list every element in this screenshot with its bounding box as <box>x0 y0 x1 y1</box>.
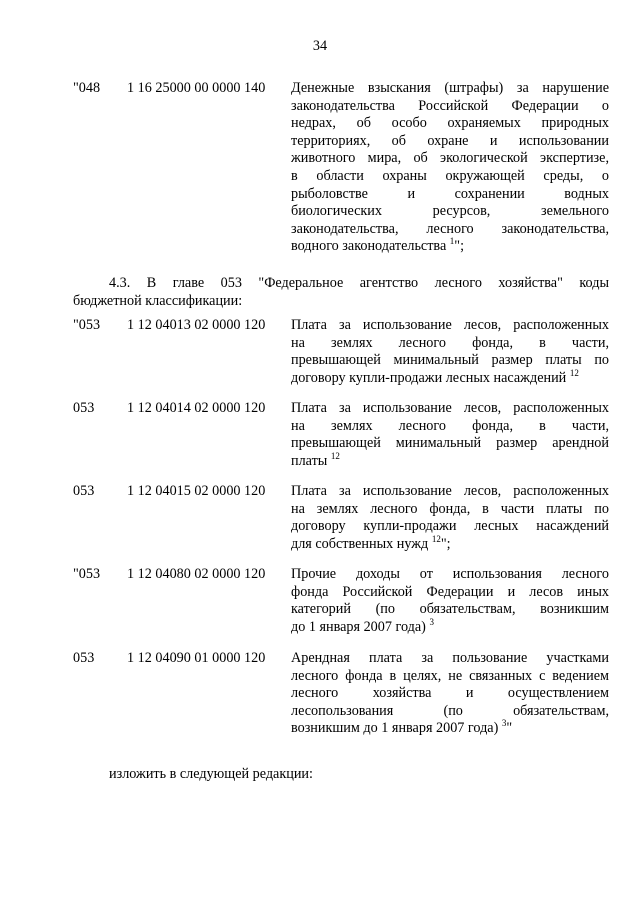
description-line: Прочие доходы от использования лесного <box>291 566 609 582</box>
admin-code: "053 <box>73 317 101 333</box>
admin-code: 053 <box>73 650 95 666</box>
description-line: биологических ресурсов, земельного <box>291 203 609 220</box>
description-line: Арендная плата за пользование участками <box>291 650 609 666</box>
paragraph-4-3 <box>73 275 609 310</box>
description-line: рыболовстве и сохранении водных <box>291 185 609 202</box>
description-line: лесного хозяйства и осуществлением <box>291 685 609 702</box>
description <box>291 317 609 387</box>
description-line: категорий (по обязательствам, возникшим <box>291 601 609 618</box>
description-line: превышающей минимальный размер арендной <box>291 435 609 452</box>
description <box>291 650 609 738</box>
description-line: договору купли-продажи лесных насаждений <box>291 518 609 535</box>
description-line: на землях лесного фонда, в части платы по <box>291 500 609 517</box>
description-line: превышающей минимальный размер платы по <box>291 352 609 369</box>
description-line: на землях лесного фонда, в части, <box>291 334 609 351</box>
description-line: платы $^{12}$ <box>291 450 340 469</box>
admin-code: 053 <box>73 400 95 416</box>
description <box>291 483 609 553</box>
admin-code: "053 <box>73 566 101 582</box>
footnote-ref: 3 <box>429 616 434 627</box>
budget-code: 1 12 04080 02 0000 120 <box>127 566 266 582</box>
footnote-ref: 1 <box>449 236 455 247</box>
description-line: фонда Российской Федерации и лесов иных <box>291 583 609 600</box>
description-line: в области охраны окружающей среды, о <box>291 167 609 184</box>
description-line: на землях лесного фонда, в части, <box>291 417 609 434</box>
budget-code: 1 12 04090 01 0000 120 <box>127 650 266 666</box>
description <box>291 566 609 636</box>
description-line: Плата за использование лесов, расположенных <box>291 483 609 499</box>
description <box>291 400 609 470</box>
budget-code: 1 12 04014 02 0000 120 <box>127 400 266 416</box>
admin-code: 053 <box>73 483 95 499</box>
description <box>291 80 609 256</box>
paragraph-line: бюджетной классификации: <box>73 292 243 309</box>
footnote-ref: 12 <box>330 450 340 461</box>
description-line: Плата за использование лесов, расположенных <box>291 400 609 416</box>
page-number: 34 <box>312 38 328 54</box>
description-line: для собственных нужд $^{12}$"; <box>291 533 451 552</box>
closing-line: изложить в следующей редакции: <box>109 766 313 782</box>
description-line: договору купли-продажи лесных насаждений $^{12}$ <box>291 367 579 386</box>
budget-code: 1 12 04013 02 0000 120 <box>127 317 266 333</box>
budget-code: 1 12 04015 02 0000 120 <box>127 483 266 499</box>
description-line: Плата за использование лесов, расположенных <box>291 317 609 333</box>
admin-code: "048 <box>73 80 101 96</box>
description-line: законодательства, лесного законодательства, <box>291 220 609 237</box>
paragraph-line: 4.3. В главе 053 "Федеральное агентство лесного хозяйства" коды <box>109 275 609 291</box>
budget-code: 1 16 25000 00 0000 140 <box>127 80 266 96</box>
description-line: лесного фонда в целях, не связанных с ведением <box>291 667 609 684</box>
description-line: возникшим до 1 января 2007 года) $^3$" <box>291 718 513 737</box>
description-line: водного законодательства $^1$"; <box>291 236 465 255</box>
description-line: территориях, об охране и использовании <box>291 132 609 149</box>
description-line: законодательства Российской Федерации о <box>291 97 609 114</box>
footnote-ref: 3 <box>501 718 507 729</box>
description-line: животного мира, об экологической экспертизе, <box>291 150 609 167</box>
footnote-ref: 12 <box>431 533 441 544</box>
footnote-ref: 12 <box>569 367 579 378</box>
description-line: недрах, об особо охраняемых природных <box>291 115 609 132</box>
description-line: до 1 января 2007 года) $^3$ <box>291 616 434 635</box>
description-line: лесопользования (по обязательствам, <box>291 702 609 719</box>
description-line: Денежные взыскания (штрафы) за нарушение <box>291 80 609 96</box>
